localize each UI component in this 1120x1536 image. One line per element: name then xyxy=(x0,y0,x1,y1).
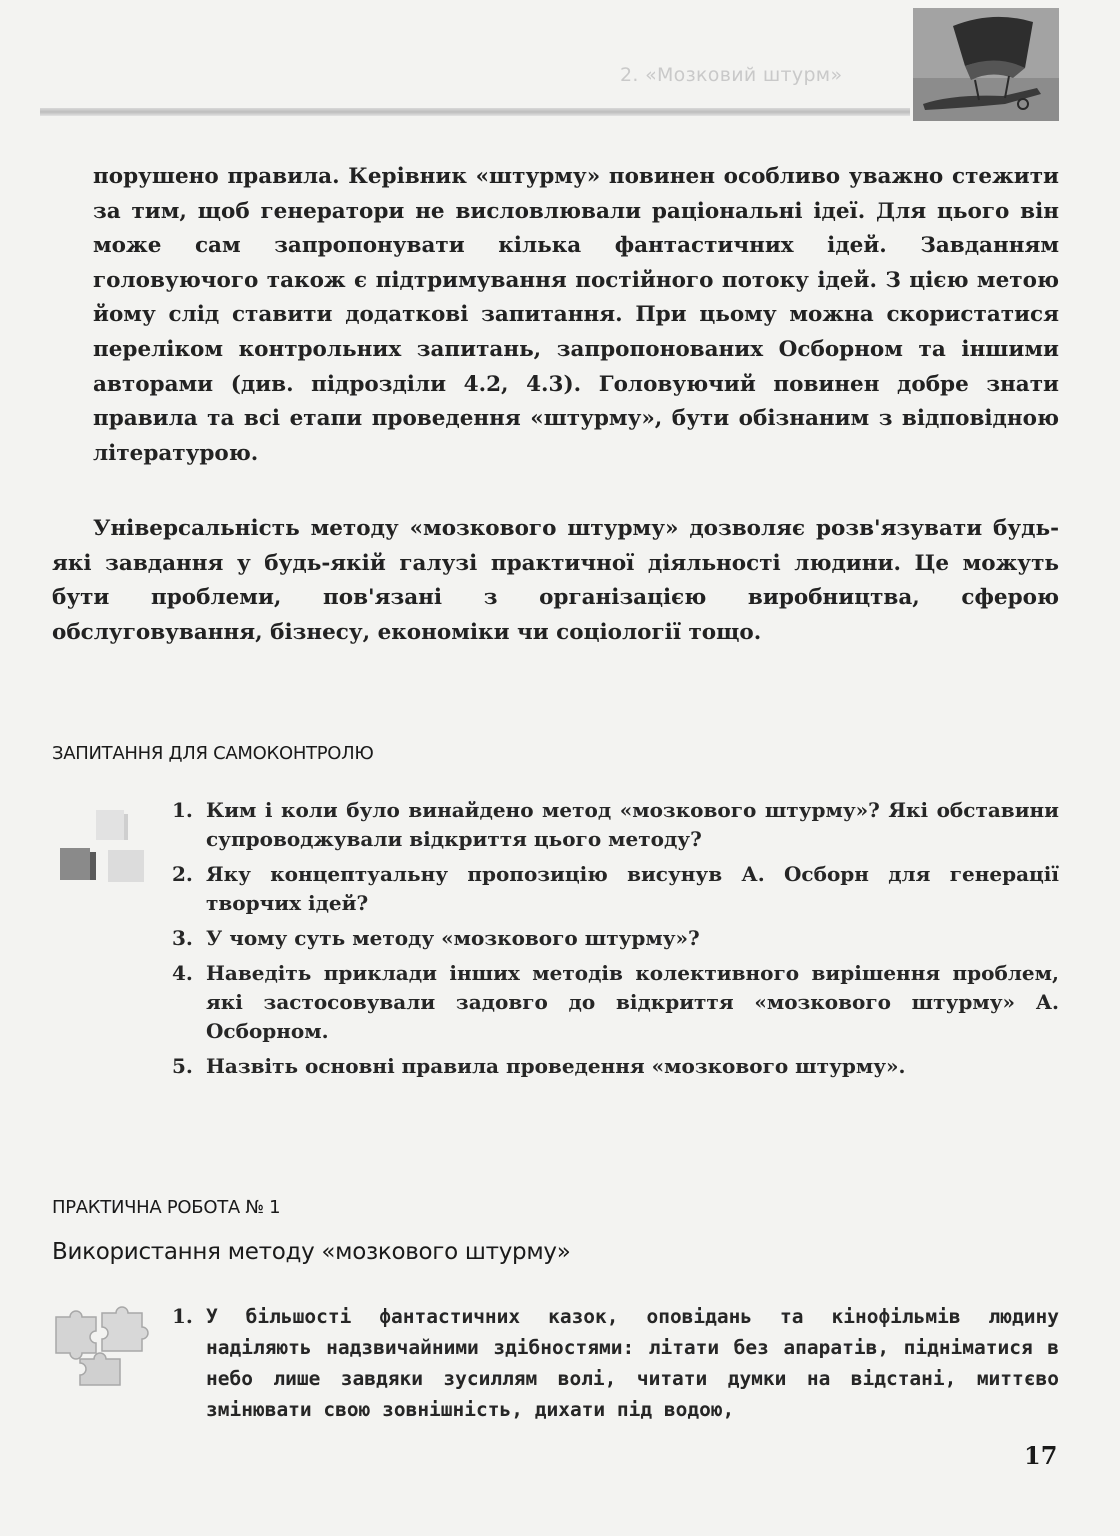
question-text: Яку концептуальну пропозицію висунув А. Осборн для генерації творчих ідей? xyxy=(206,862,1059,915)
question-item xyxy=(172,1052,1059,1081)
paragraph-universality: Універсальність методу «мозкового штурму» дозволяє розв'язувати будь-які завдання у будь-якій галузі практичної діяльності людини. Це можуть бути проблеми, пов'язані з організацією виробництва, сферою обслуговування, бізнесу, економіки чи соціології тощо. xyxy=(52,516,1059,645)
task-item xyxy=(172,1301,1059,1425)
paragraph-continued: порушено правила. Керівник «штурму» повинен особливо уважно стежити за тим, щоб генератори не висловлювали раціональні ідеї. Для цього він може сам запропонувати кілька фантастичних ідей. Завданням головуючого також є підтримування постійного потоку ідей. З цією метою йому слід ставити додаткові запитання. При цьому можна скористатися переліком контрольних запитань, запропонованих Осборном та іншими авторами (див. підрозділи 4.2, 4.3). Головуючий повинен добре знати правила та всі етапи проведення «штурму», бути обізнаним з відповідною літературою. xyxy=(93,164,1059,466)
running-title: 2. «Мозковий штурм» xyxy=(620,64,843,86)
practical-work-heading: ПРАКТИЧНА РОБОТА № 1 xyxy=(52,1197,281,1218)
question-number: 2. xyxy=(172,862,193,886)
flying-machine-illustration xyxy=(913,8,1059,121)
question-number: 3. xyxy=(172,926,193,950)
task-text: У більшості фантастичних казок, оповідань та кінофільмів людину наділяють надзвичайними здібностями: літати без апаратів, підніматися в небо лише завдяки зусиллям волі, читати думки на відстані, миттєво змінювати свою зовнішність, дихати під водою, xyxy=(206,1305,1059,1421)
self-control-questions xyxy=(172,796,1059,1087)
question-text: У чому суть методу «мозкового штурму»? xyxy=(206,926,700,950)
header-rule xyxy=(40,108,910,116)
question-number: 1. xyxy=(172,798,193,822)
question-text: Назвіть основні правила проведення «мозкового штурму». xyxy=(206,1054,906,1078)
question-number: 5. xyxy=(172,1054,193,1078)
question-text: Наведіть приклади інших методів колективного вирішення проблем, які застосовували задовго до відкриття «мозкового штурму» А. Осборном. xyxy=(206,961,1059,1043)
question-item xyxy=(172,796,1059,854)
page-number: 17 xyxy=(1024,1441,1058,1470)
question-text: Ким і коли було винайдено метод «мозкового штурму»? Які обставини супроводжували відкриття цього методу? xyxy=(206,798,1059,851)
self-control-heading: ЗАПИТАННЯ ДЛЯ САМОКОНТРОЛЮ xyxy=(52,743,374,764)
question-number: 4. xyxy=(172,961,193,985)
cubes-icon xyxy=(52,806,148,886)
practical-tasks xyxy=(172,1301,1059,1425)
puzzle-icon xyxy=(50,1305,150,1391)
task-number: 1. xyxy=(172,1304,193,1328)
question-item xyxy=(172,959,1059,1046)
practical-work-title: Використання методу «мозкового штурму» xyxy=(52,1239,571,1265)
question-item xyxy=(172,924,1059,953)
question-item xyxy=(172,860,1059,918)
